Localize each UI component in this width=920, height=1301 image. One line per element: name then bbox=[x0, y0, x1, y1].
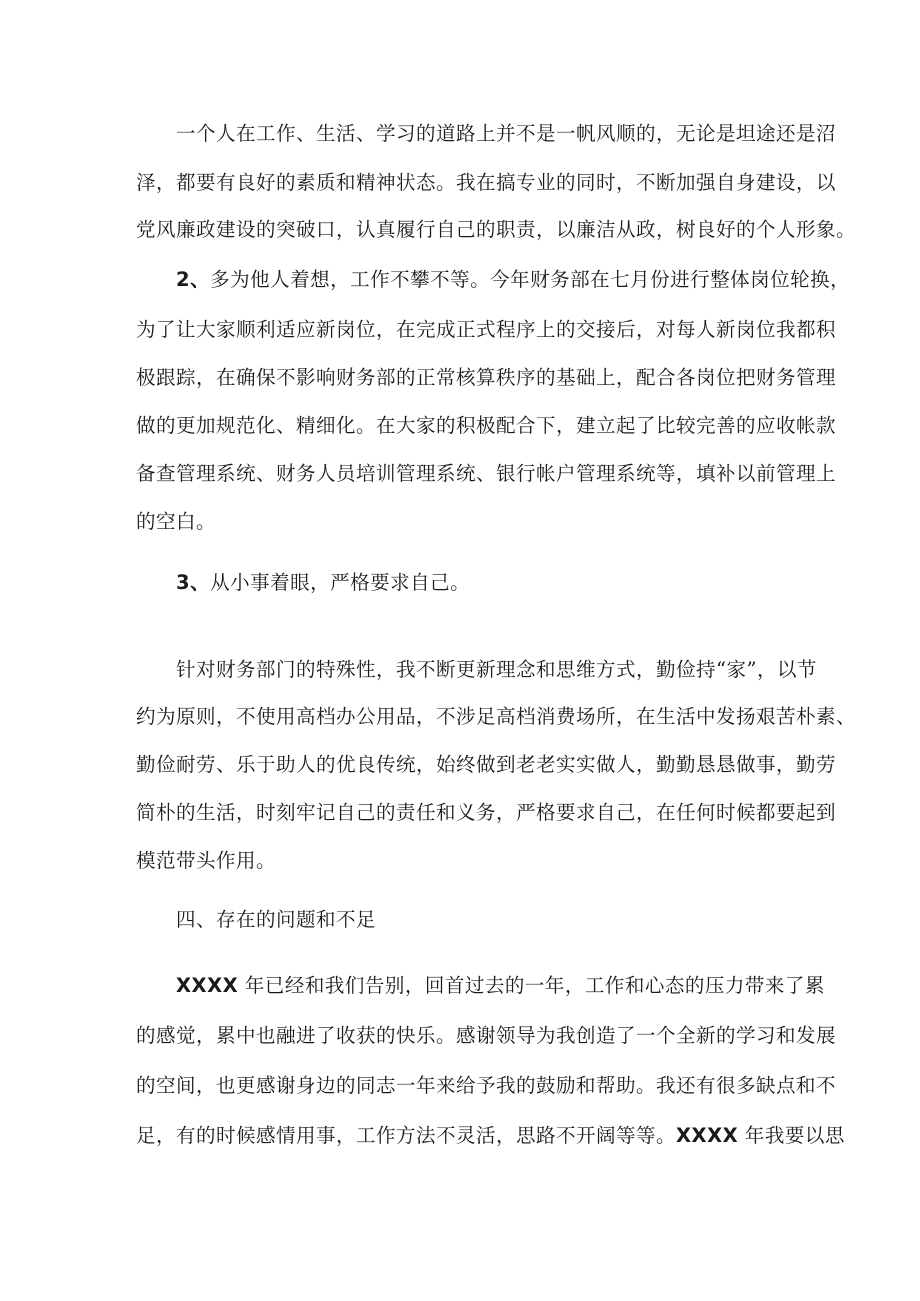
paragraph-2-line-1-text: 多为他人着想，工作不攀不等。今年财务部在七月份进行整体岗位轮换， bbox=[210, 268, 851, 291]
paragraph-2-line-1 bbox=[176, 268, 850, 292]
paragraph-4-line-4: 简朴的生活，时刻牢记自己的责任和义务，严格要求自己，在任何时候都要起到 bbox=[136, 801, 837, 824]
paragraph-4-line-2: 约为原则，不使用高档办公用品，不涉足高档消费场所，在生活中发扬艰苦朴素、 bbox=[136, 705, 857, 728]
paragraph-6-line-1-text: 年已经和我们告别，回首过去的一年，工作和心态的压力带来了累 bbox=[238, 974, 825, 997]
item-number-3: 3、 bbox=[176, 571, 211, 594]
paragraph-6-line-3: 的空间，也更感谢身边的同志一年来给予我的鼓励和帮助。我还有很多缺点和不 bbox=[136, 1074, 837, 1097]
paragraph-6-line-4-tail: 年我要以思 bbox=[738, 1124, 845, 1147]
paragraph-2-line-3: 极跟踪，在确保不影响财务部的正常核算秩序的基础上，配合各岗位把财务管理 bbox=[136, 366, 837, 389]
paragraph-6-line-2: 的感觉，累中也融进了收获的快乐。感谢领导为我创造了一个全新的学习和发展 bbox=[136, 1024, 837, 1047]
paragraph-6-line-1 bbox=[176, 974, 825, 998]
year-placeholder: XXXX bbox=[176, 974, 239, 997]
paragraph-2-line-2: 为了让大家顺利适应新岗位，在完成正式程序上的交接后，对每人新岗位我都积 bbox=[136, 318, 837, 341]
paragraph-2-line-4: 做的更加规范化、精细化。在大家的积极配合下，建立起了比较完善的应收帐款 bbox=[136, 414, 837, 437]
paragraph-1-line-2: 泽，都要有良好的素质和精神状态。我在搞专业的同时，不断加强自身建设，以 bbox=[136, 171, 837, 194]
year-placeholder-2: XXXX bbox=[676, 1124, 739, 1147]
paragraph-3-line-1-text: 从小事着眼，严格要求自己。 bbox=[210, 571, 471, 594]
paragraph-6-line-4 bbox=[136, 1124, 845, 1148]
paragraph-4-line-1: 针对财务部门的特殊性，我不断更新理念和思维方式，勤俭持“家”，以节 bbox=[176, 658, 817, 681]
section-heading: 四、存在的问题和不足 bbox=[176, 908, 377, 931]
paragraph-2-line-5: 备查管理系统、财务人员培训管理系统、银行帐户管理系统等，填补以前管理上 bbox=[136, 462, 837, 485]
paragraph-1-line-3: 党风廉政建设的突破口，认真履行自己的职责，以廉洁从政，树良好的个人形象。 bbox=[136, 218, 857, 241]
paragraph-1-line-1: 一个人在工作、生活、学习的道路上并不是一帆风顺的，无论是坦途还是沼 bbox=[176, 122, 837, 145]
paragraph-6-line-4-text: 足，有的时候感情用事，工作方法不灵活，思路不开阔等等。 bbox=[136, 1124, 677, 1147]
item-number-2: 2、 bbox=[176, 268, 211, 291]
paragraph-4-line-3: 勤俭耐劳、乐于助人的优良传统，始终做到老老实实做人，勤勤恳恳做事，勤劳 bbox=[136, 753, 837, 776]
paragraph-3-line-1 bbox=[176, 571, 470, 595]
paragraph-2-line-6: 的空白。 bbox=[136, 510, 217, 533]
paragraph-4-line-5: 模范带头作用。 bbox=[136, 849, 277, 872]
